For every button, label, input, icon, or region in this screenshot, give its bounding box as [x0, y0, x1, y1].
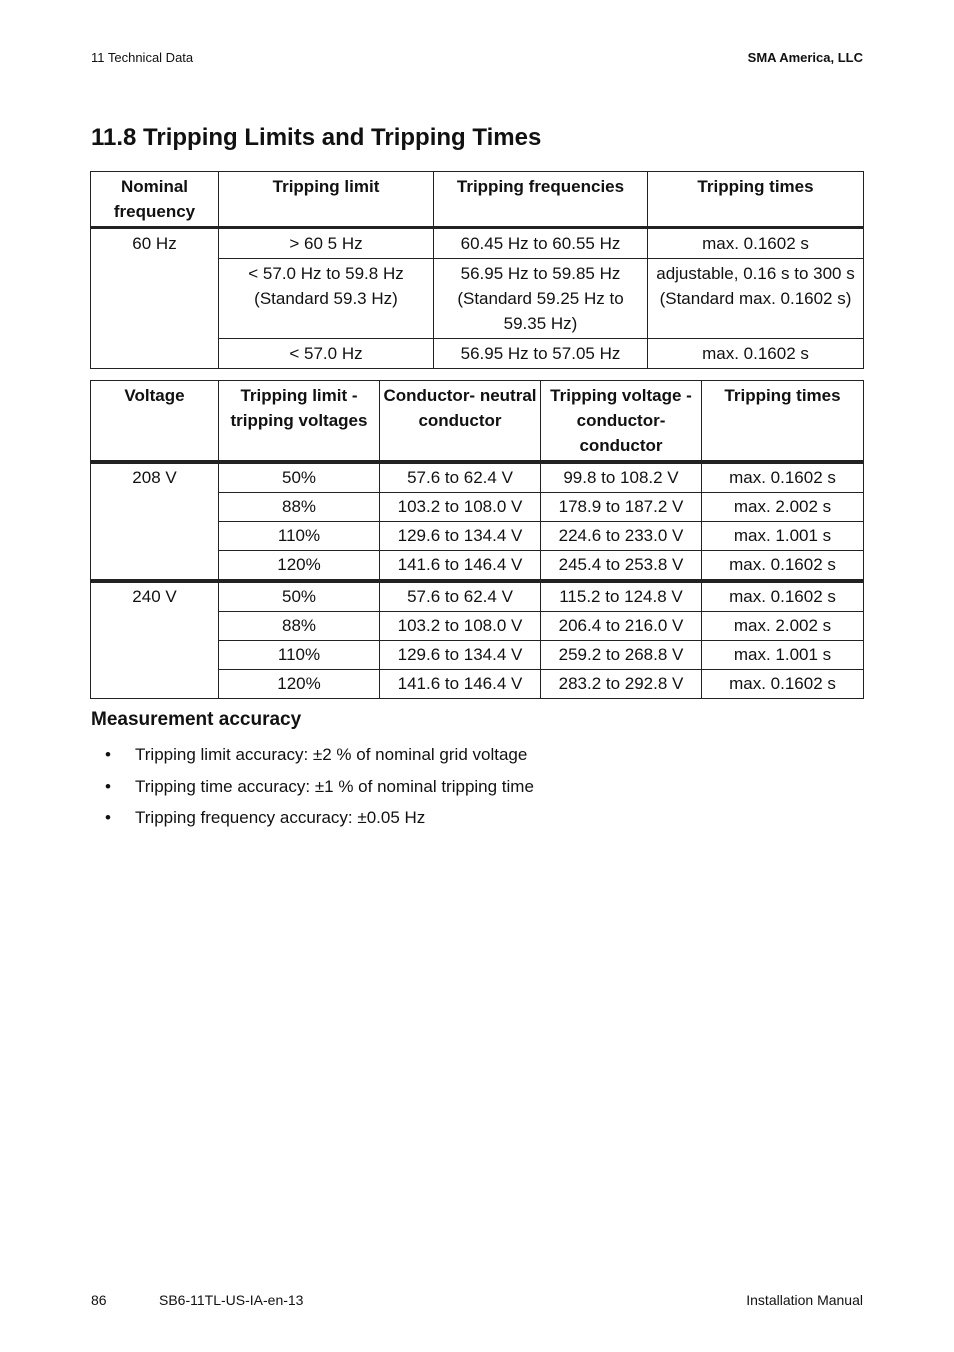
tripping-time-cell: max. 2.002 s [702, 612, 864, 641]
col-header-conductor-conductor: Tripping voltage - conductor- conductor [541, 381, 702, 463]
bullet-icon: • [105, 808, 111, 827]
col-header-conductor-neutral: Conductor- neutral conductor [380, 381, 541, 463]
ln-voltage-cell: 141.6 to 146.4 V [380, 551, 541, 582]
tripping-time-cell: max. 1.001 s [702, 522, 864, 551]
document-id: SB6-11TL-US-IA-en-13 [159, 1292, 304, 1308]
percent-cell: 120% [219, 551, 380, 582]
col-header-nominal-frequency: Nominal frequency [91, 172, 219, 228]
col-header-tripping-frequencies: Tripping frequencies [434, 172, 648, 228]
voltage-cell: 240 V [91, 581, 219, 699]
list-item-text: Tripping time accuracy: ±1 % of nominal tripping time [135, 776, 534, 796]
table-row [91, 581, 864, 612]
bullet-icon: • [105, 776, 111, 796]
ll-voltage-cell: 259.2 to 268.8 V [541, 641, 702, 670]
tripping-time-cell: max. 0.1602 s [702, 670, 864, 699]
tripping-time-cell: adjustable, 0.16 s to 300 s (Standard max. 0.1602 s) [648, 259, 864, 339]
col-header-tripping-times: Tripping times [648, 172, 864, 228]
col-header-tripping-voltages: Tripping limit - tripping voltages [219, 381, 380, 463]
list-item-text: Tripping frequency accuracy: ±0.05 Hz [135, 808, 426, 827]
tripping-time-cell: max. 0.1602 s [702, 462, 864, 493]
tripping-time-cell: max. 0.1602 s [702, 581, 864, 612]
nominal-frequency-cell: 60 Hz [91, 228, 219, 369]
percent-cell: 88% [219, 493, 380, 522]
ln-voltage-cell: 129.6 to 134.4 V [380, 522, 541, 551]
voltage-cell: 208 V [91, 462, 219, 581]
tripping-limit-cell: < 57.0 Hz to 59.8 Hz (Standard 59.3 Hz) [219, 259, 434, 339]
list-item [91, 741, 791, 773]
document-type: Installation Manual [746, 1292, 863, 1308]
ll-voltage-cell: 206.4 to 216.0 V [541, 612, 702, 641]
bullet-icon: • [105, 745, 111, 764]
measurement-accuracy-title: Measurement accuracy [91, 709, 302, 730]
frequency-tripping-table [90, 171, 864, 369]
ln-voltage-cell: 129.6 to 134.4 V [380, 641, 541, 670]
tripping-time-cell: max. 0.1602 s [648, 339, 864, 369]
tripping-time-cell: max. 2.002 s [702, 493, 864, 522]
percent-cell: 110% [219, 522, 380, 551]
tripping-time-cell: max. 0.1602 s [702, 551, 864, 582]
ll-voltage-cell: 224.6 to 233.0 V [541, 522, 702, 551]
ln-voltage-cell: 103.2 to 108.0 V [380, 612, 541, 641]
percent-cell: 50% [219, 462, 380, 493]
page-number: 86 [91, 1292, 107, 1308]
tripping-time-cell: max. 1.001 s [702, 641, 864, 670]
ln-voltage-cell: 57.6 to 62.4 V [380, 462, 541, 493]
tripping-limit-cell: > 60 5 Hz [219, 228, 434, 259]
table-row [91, 462, 864, 493]
col-header-voltage: Voltage [91, 381, 219, 463]
percent-cell: 88% [219, 612, 380, 641]
col-header-tripping-limit: Tripping limit [219, 172, 434, 228]
ln-voltage-cell: 103.2 to 108.0 V [380, 493, 541, 522]
percent-cell: 50% [219, 581, 380, 612]
table-row [91, 228, 864, 259]
ll-voltage-cell: 99.8 to 108.2 V [541, 462, 702, 493]
ll-voltage-cell: 283.2 to 292.8 V [541, 670, 702, 699]
header-chapter: 11 Technical Data [91, 50, 194, 65]
list-item [91, 804, 791, 836]
col-header-tripping-times: Tripping times [702, 381, 864, 463]
accuracy-list [91, 741, 791, 836]
tripping-frequency-cell: 60.45 Hz to 60.55 Hz [434, 228, 648, 259]
header-company: SMA America, LLC [747, 50, 863, 65]
percent-cell: 110% [219, 641, 380, 670]
list-item-text: Tripping limit accuracy: ±2 % of nominal grid voltage [135, 745, 528, 764]
table-header-row [91, 172, 864, 228]
tripping-time-cell: max. 0.1602 s [648, 228, 864, 259]
percent-cell: 120% [219, 670, 380, 699]
table-header-row [91, 381, 864, 463]
section-title: 11.8 Tripping Limits and Tripping Times [91, 124, 542, 151]
ln-voltage-cell: 141.6 to 146.4 V [380, 670, 541, 699]
ll-voltage-cell: 115.2 to 124.8 V [541, 581, 702, 612]
tripping-limit-cell: < 57.0 Hz [219, 339, 434, 369]
ll-voltage-cell: 245.4 to 253.8 V [541, 551, 702, 582]
ll-voltage-cell: 178.9 to 187.2 V [541, 493, 702, 522]
tripping-frequency-cell: 56.95 Hz to 59.85 Hz (Standard 59.25 Hz to 59.35 Hz) [434, 259, 648, 339]
voltage-tripping-table [90, 380, 864, 699]
tripping-frequency-cell: 56.95 Hz to 57.05 Hz [434, 339, 648, 369]
list-item [91, 773, 791, 805]
ln-voltage-cell: 57.6 to 62.4 V [380, 581, 541, 612]
